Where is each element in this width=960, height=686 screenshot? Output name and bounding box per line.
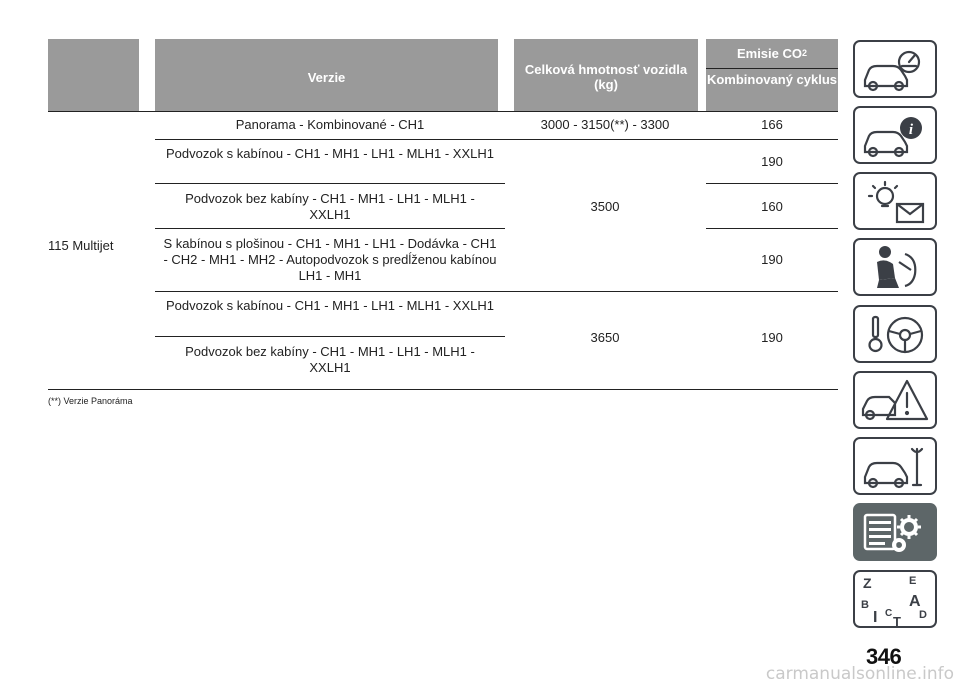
header-engine-cell bbox=[48, 39, 139, 111]
row-divider bbox=[706, 183, 838, 184]
table-row-5-version: Podvozok s kabínou - CH1 - MH1 - LH1 - MLH1 - XXLH1 bbox=[165, 298, 494, 313]
emisie-prefix: Emisie CO bbox=[736, 45, 802, 61]
nav-dashboard[interactable] bbox=[853, 40, 937, 98]
engine-cell: 115 Multijet bbox=[48, 238, 114, 253]
svg-text:D: D bbox=[919, 609, 927, 621]
co2-group-2: 190 bbox=[761, 330, 783, 345]
dashboard-icon bbox=[855, 42, 935, 96]
table-row-1-version: Panorama - Kombinované - CH1 bbox=[235, 117, 425, 132]
header-emisie bbox=[706, 39, 838, 111]
emisie-subscript: 2 bbox=[802, 48, 808, 58]
header-verzie bbox=[155, 39, 498, 111]
index-icon bbox=[855, 572, 935, 626]
nav-starting-driving[interactable] bbox=[853, 305, 937, 363]
header-rule bbox=[48, 111, 838, 112]
starting-driving-icon bbox=[855, 307, 935, 361]
table-row-3-version: Podvozok bez kabíny - CH1 - MH1 - LH1 - MLH1 - XXLH1 bbox=[185, 191, 475, 222]
table-header bbox=[48, 39, 838, 111]
footnote: (**) Verzie Panoráma bbox=[48, 396, 133, 406]
maintenance-icon bbox=[855, 439, 935, 493]
header-hmotnost bbox=[514, 39, 698, 111]
watermark: carmanualsonline.info bbox=[765, 664, 954, 684]
header-kombinovany: Kombinovaný cyklus bbox=[706, 72, 838, 87]
technical-data-icon bbox=[855, 505, 935, 559]
nav-emergency[interactable] bbox=[853, 371, 937, 429]
nav-info[interactable] bbox=[853, 106, 937, 164]
table-row-4-version: S kabínou s plošinou - CH1 - MH1 - LH1 - Dodávka - CH1 - CH2 - MH1 - MH2 - Autopodvozok s predĺženou kabínou LH1 - MH1 bbox=[163, 236, 497, 283]
svg-text:A: A bbox=[909, 593, 921, 610]
nav-index[interactable] bbox=[853, 570, 937, 628]
emergency-icon bbox=[855, 373, 935, 427]
svg-text:B: B bbox=[861, 599, 869, 611]
page-number: 346 bbox=[866, 644, 902, 669]
table-row-6-version: Podvozok bez kabíny - CH1 - MH1 - LH1 - MLH1 - XXLH1 bbox=[185, 344, 475, 375]
svg-text:C: C bbox=[885, 608, 893, 619]
table-row-1-co2: 166 bbox=[761, 117, 783, 132]
row-divider bbox=[155, 336, 505, 337]
table-row-1-mass: 3000 - 3150(**) - 3300 bbox=[540, 117, 670, 132]
row-divider bbox=[155, 139, 838, 140]
svg-text:Z: Z bbox=[863, 575, 872, 591]
table-row-3-co2: 160 bbox=[761, 199, 783, 214]
svg-text:T: T bbox=[893, 614, 901, 626]
table-row-2-version: Podvozok s kabínou - CH1 - MH1 - LH1 - MLH1 - XXLH1 bbox=[165, 146, 494, 161]
row-divider bbox=[155, 183, 505, 184]
row-divider bbox=[155, 228, 505, 229]
nav-warning-lights[interactable] bbox=[853, 172, 937, 230]
header-emisie-co2 bbox=[706, 39, 838, 67]
svg-text:E: E bbox=[909, 575, 917, 587]
nav-safety[interactable] bbox=[853, 238, 937, 296]
mass-group-1: 3500 bbox=[590, 199, 620, 214]
nav-technical-data[interactable] bbox=[853, 503, 937, 561]
table-row-2-co2: 190 bbox=[761, 154, 783, 169]
warning-lights-icon bbox=[855, 174, 935, 228]
info-icon bbox=[855, 108, 935, 162]
header-hmotnost-label: Celková hmotnosť vozidla (kg) bbox=[524, 62, 688, 92]
table-row-4-co2: 190 bbox=[761, 252, 783, 267]
svg-text:I: I bbox=[873, 609, 878, 626]
nav-maintenance[interactable] bbox=[853, 437, 937, 495]
row-divider bbox=[706, 228, 838, 229]
mass-group-2: 3650 bbox=[590, 330, 620, 345]
safety-airbag-icon bbox=[855, 240, 935, 294]
table-bottom-rule bbox=[48, 389, 838, 390]
svg-text:i: i bbox=[908, 122, 914, 138]
header-emisie-divider bbox=[706, 68, 838, 69]
header-verzie-label: Verzie bbox=[307, 69, 346, 85]
row-divider bbox=[155, 291, 838, 292]
